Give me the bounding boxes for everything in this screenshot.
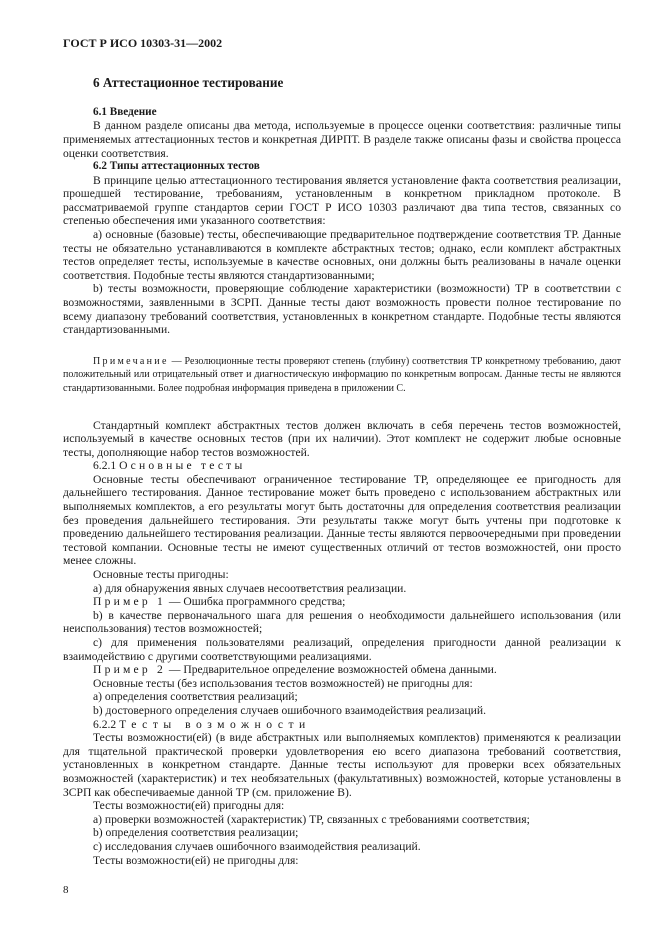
subsection-6-2-title: 6.2 Типы аттестационных тестов <box>93 160 260 173</box>
paragraph: Стандартный комплект абстрактных тестов должен включать в себя перечень тестов возможностей, используемый в качестве основных тестов (при их наличии). Этот комплект не содержит любые основные тесты, дополняющие набор тестов возможностей. <box>63 418 621 459</box>
list-item: а) определения соответствия реализаций; <box>93 690 298 704</box>
page-number: 8 <box>63 884 69 896</box>
subsection-number: 6.2.2 <box>93 717 117 731</box>
paragraph: Основные тесты (без использования тестов возможностей) не пригодны для: <box>93 676 473 690</box>
example-text: — Ошибка программного средства; <box>165 595 346 609</box>
subsection-6-2-2-heading <box>63 718 621 732</box>
subsection-6-1-title: 6.1 Введение <box>93 106 157 118</box>
example-label: Пример 2 <box>93 663 166 677</box>
paragraph: Основные тесты обеспечивают ограниченное тестирование ТР, определяющее ее пригодность для дальнейшего тестирования. Данное тестирование может быть проведено с использованием абстрактных или выполняемых комплектов, а его результаты могут быть достаточны для определения соответствия реализации без проведения дальнейшего тестирования. Эти результаты также могут быть учтены при подготовке к проведению дальнейшего тестирования реализации. Данные тесты являются первоочередными при проведении тестовой компании. Основные тесты не имеют существенных отличий от тестов возможностей, они просто менее сложны. <box>63 472 621 568</box>
example-text: — Предварительное определение возможностей обмена данными. <box>165 663 497 677</box>
list-item: b) достоверного определения случаев ошибочного взаимодействия реализаций. <box>93 703 486 717</box>
subsection-number: 6.2.1 <box>93 459 117 473</box>
list-item: а) проверки возможностей (характеристик) ТР, связанных с требованиями соответствия; <box>93 812 530 826</box>
list-item: с) для применения пользователями реализаций, определения пригодности данной реализации к взаимодействию с другими соответствующими реализациями. <box>63 636 621 663</box>
note <box>63 355 621 396</box>
example <box>63 663 621 677</box>
standard-header: ГОСТ Р ИСО 10303-31—2002 <box>63 36 223 50</box>
note-text: — Резолюционные тесты проверяют степень (глубину) соответствия ТР конкретному требованию, дают положительный или отрицательный ответ и диагностическую информацию по конкретным вопросам. Данные тесты не являются стандартизованными. Более подробная информация приведена в приложении С. <box>63 355 621 394</box>
list-item: а) основные (базовые) тесты, обеспечивающие предварительное подтверждение соответствия ТР. Данные тесты не обязательно устанавливаются в комплекте абстрактных тестов; однако, если комплект абстрактных тестов определяет тесты, используемые в качестве основных, они должны быть реализованы в начале оценки соответствия. Подобные тесты являются стандартизованными; <box>63 227 621 282</box>
subsection-title: Основные тесты <box>119 459 246 473</box>
subsection-6-2-1-heading <box>63 459 621 473</box>
paragraph: В данном разделе описаны два метода, используемые в процессе оценки соответствия: различные типы применяемых аттестационных тестов и конкретная ДИРПТ. В разделе также описаны фазы и свойства процесса оценки соответствия. <box>63 119 621 160</box>
list-item: b) тесты возможности, проверяющие соблюдение характеристики (возможности) ТР в соответствии с возможностями, заявленными в ЗСРП. Данные тесты дают возможность провести полное тестирование по всему диапазону требований соответствия, установленных в конкретном стандарте. Подобные тесты являются стандартизованными. <box>63 282 621 337</box>
example-label: Пример 1 <box>93 595 166 609</box>
paragraph: В принципе целью аттестационного тестирования является установление факта соответствия реализации, прошедшей тестирование, требованиям, установленным в конкретном прикладном протоколе. В рассматриваемой группе стандартов серии ГОСТ Р ИСО 10303 различают два типа тестов, связанных со степенью обеспечения ими указанного соответствия: <box>63 173 621 228</box>
paragraph: Тесты возможности(ей) (в виде абстрактных или выполняемых комплектов) применяются к реализации для тщательной практической проверки удовлетворения ею всего диапазона требований соответствия, установленных в конкретном стандарте. Данные тесты используют для проверки всех обязательных возможностей (характеристик) и тех необязательных (факультативных) возможностей, которые установлены в ЗСРП как обеспечиваемые данной ТР (см. приложение В). <box>63 731 621 799</box>
list-item: а) для обнаружения явных случаев несоответствия реализации. <box>93 581 407 595</box>
list-item: с) исследования случаев ошибочного взаимодействия реализаций. <box>93 839 421 853</box>
paragraph: Тесты возможности(ей) не пригодны для: <box>93 853 299 867</box>
paragraph: Основные тесты пригодны: <box>93 568 229 582</box>
section-title: 6 Аттестационное тестирование <box>93 75 284 90</box>
list-item: b) в качестве первоначального шага для решения о необходимости дальнейшего использования (или неиспользования) тестов возможностей; <box>63 608 621 636</box>
list-item: b) определения соответствия реализации; <box>93 826 299 840</box>
subsection-title: Тесты возможности <box>119 717 311 731</box>
example <box>63 595 621 609</box>
note-label: Примечание <box>93 355 169 367</box>
paragraph: Тесты возможности(ей) пригодны для: <box>93 799 285 813</box>
